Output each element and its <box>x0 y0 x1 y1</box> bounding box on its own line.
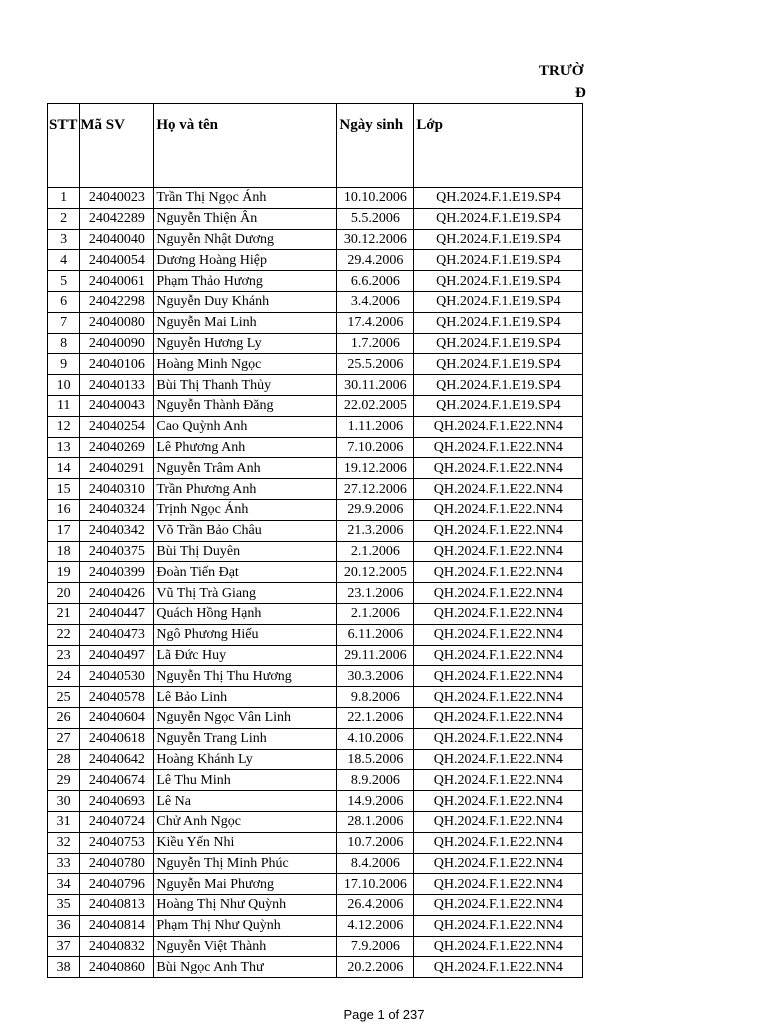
row-full-name: Ngô Phương Hiếu <box>154 624 337 645</box>
row-stt: 2 <box>48 208 80 229</box>
row-class: QH.2024.F.1.E19.SP4 <box>414 229 583 250</box>
row-class: QH.2024.F.1.E22.NN4 <box>414 541 583 562</box>
column-header-class: Lớp <box>414 104 583 188</box>
row-class: QH.2024.F.1.E22.NN4 <box>414 624 583 645</box>
row-birth-date: 30.3.2006 <box>337 666 414 687</box>
row-birth-date: 22.02.2005 <box>337 395 414 416</box>
row-birth-date: 21.3.2006 <box>337 520 414 541</box>
row-student-id: 24040618 <box>80 728 154 749</box>
row-student-id: 24040832 <box>80 936 154 957</box>
student-table <box>47 103 583 978</box>
row-student-id: 24040813 <box>80 895 154 916</box>
table-row <box>48 312 583 333</box>
row-class: QH.2024.F.1.E22.NN4 <box>414 687 583 708</box>
row-student-id: 24042289 <box>80 208 154 229</box>
row-stt: 16 <box>48 499 80 520</box>
row-class: QH.2024.F.1.E19.SP4 <box>414 395 583 416</box>
row-full-name: Nguyễn Hương Ly <box>154 333 337 354</box>
row-birth-date: 2.1.2006 <box>337 603 414 624</box>
row-full-name: Quách Hồng Hạnh <box>154 603 337 624</box>
table-row <box>48 687 583 708</box>
row-birth-date: 30.11.2006 <box>337 375 414 396</box>
column-header-stt: STT <box>48 104 80 188</box>
row-student-id: 24040254 <box>80 416 154 437</box>
row-birth-date: 9.8.2006 <box>337 687 414 708</box>
row-birth-date: 27.12.2006 <box>337 479 414 500</box>
row-birth-date: 26.4.2006 <box>337 895 414 916</box>
table-row <box>48 354 583 375</box>
row-birth-date: 17.4.2006 <box>337 312 414 333</box>
row-stt: 29 <box>48 770 80 791</box>
row-birth-date: 1.7.2006 <box>337 333 414 354</box>
table-body <box>48 188 583 978</box>
row-student-id: 24040106 <box>80 354 154 375</box>
row-student-id: 24040342 <box>80 520 154 541</box>
row-class: QH.2024.F.1.E22.NN4 <box>414 707 583 728</box>
row-student-id: 24040724 <box>80 811 154 832</box>
row-class: QH.2024.F.1.E22.NN4 <box>414 583 583 604</box>
table-row <box>48 479 583 500</box>
table-row <box>48 915 583 936</box>
row-full-name: Hoàng Thị Như Quỳnh <box>154 895 337 916</box>
row-student-id: 24040291 <box>80 458 154 479</box>
row-full-name: Vũ Thị Trà Giang <box>154 583 337 604</box>
row-full-name: Nguyễn Trâm Anh <box>154 458 337 479</box>
row-class: QH.2024.F.1.E22.NN4 <box>414 874 583 895</box>
row-full-name: Bùi Thị Duyên <box>154 541 337 562</box>
row-stt: 4 <box>48 250 80 271</box>
row-class: QH.2024.F.1.E22.NN4 <box>414 520 583 541</box>
row-full-name: Nguyễn Thiện Ân <box>154 208 337 229</box>
table-row <box>48 333 583 354</box>
row-class: QH.2024.F.1.E22.NN4 <box>414 957 583 978</box>
row-birth-date: 5.5.2006 <box>337 208 414 229</box>
row-birth-date: 20.2.2006 <box>337 957 414 978</box>
row-birth-date: 10.10.2006 <box>337 188 414 209</box>
table-row <box>48 811 583 832</box>
row-birth-date: 20.12.2005 <box>337 562 414 583</box>
document-header <box>0 0 586 104</box>
row-full-name: Hoàng Minh Ngọc <box>154 354 337 375</box>
header-title-line1: TRƯỜ <box>539 63 584 79</box>
row-student-id: 24040090 <box>80 333 154 354</box>
row-stt: 36 <box>48 915 80 936</box>
table-row <box>48 583 583 604</box>
table-row <box>48 624 583 645</box>
row-stt: 33 <box>48 853 80 874</box>
row-full-name: Lã Đức Huy <box>154 645 337 666</box>
row-student-id: 24040642 <box>80 749 154 770</box>
row-full-name: Đoàn Tiến Đạt <box>154 562 337 583</box>
table-row <box>48 520 583 541</box>
row-full-name: Nguyễn Việt Thành <box>154 936 337 957</box>
row-class: QH.2024.F.1.E22.NN4 <box>414 666 583 687</box>
row-class: QH.2024.F.1.E19.SP4 <box>414 354 583 375</box>
row-student-id: 24040473 <box>80 624 154 645</box>
row-student-id: 24040814 <box>80 915 154 936</box>
row-student-id: 24040674 <box>80 770 154 791</box>
row-full-name: Võ Trần Bảo Châu <box>154 520 337 541</box>
row-class: QH.2024.F.1.E22.NN4 <box>414 562 583 583</box>
table-row <box>48 874 583 895</box>
row-birth-date: 7.10.2006 <box>337 437 414 458</box>
table-row <box>48 291 583 312</box>
table-row <box>48 188 583 209</box>
row-class: QH.2024.F.1.E22.NN4 <box>414 791 583 812</box>
row-stt: 11 <box>48 395 80 416</box>
row-stt: 17 <box>48 520 80 541</box>
table-row <box>48 395 583 416</box>
table-row <box>48 271 583 292</box>
row-birth-date: 2.1.2006 <box>337 541 414 562</box>
table-row <box>48 208 583 229</box>
row-stt: 19 <box>48 562 80 583</box>
row-stt: 31 <box>48 811 80 832</box>
column-header-student-id: Mã SV <box>80 104 154 188</box>
row-birth-date: 29.11.2006 <box>337 645 414 666</box>
row-stt: 28 <box>48 749 80 770</box>
row-stt: 25 <box>48 687 80 708</box>
row-stt: 27 <box>48 728 80 749</box>
row-birth-date: 6.11.2006 <box>337 624 414 645</box>
row-birth-date: 8.9.2006 <box>337 770 414 791</box>
row-full-name: Dương Hoàng Hiệp <box>154 250 337 271</box>
row-stt: 20 <box>48 583 80 604</box>
row-stt: 6 <box>48 291 80 312</box>
row-class: QH.2024.F.1.E19.SP4 <box>414 291 583 312</box>
row-student-id: 24040604 <box>80 707 154 728</box>
row-birth-date: 8.4.2006 <box>337 853 414 874</box>
row-student-id: 24040530 <box>80 666 154 687</box>
row-student-id: 24040796 <box>80 874 154 895</box>
row-class: QH.2024.F.1.E22.NN4 <box>414 437 583 458</box>
row-class: QH.2024.F.1.E19.SP4 <box>414 312 583 333</box>
row-birth-date: 28.1.2006 <box>337 811 414 832</box>
row-class: QH.2024.F.1.E22.NN4 <box>414 479 583 500</box>
row-stt: 38 <box>48 957 80 978</box>
row-birth-date: 4.12.2006 <box>337 915 414 936</box>
row-student-id: 24040375 <box>80 541 154 562</box>
table-row <box>48 749 583 770</box>
table-row <box>48 936 583 957</box>
row-class: QH.2024.F.1.E22.NN4 <box>414 895 583 916</box>
row-stt: 15 <box>48 479 80 500</box>
row-full-name: Bùi Thị Thanh Thủy <box>154 375 337 396</box>
row-student-id: 24040080 <box>80 312 154 333</box>
row-stt: 22 <box>48 624 80 645</box>
row-student-id: 24040269 <box>80 437 154 458</box>
row-birth-date: 23.1.2006 <box>337 583 414 604</box>
row-student-id: 24040426 <box>80 583 154 604</box>
table-row <box>48 895 583 916</box>
table-row <box>48 770 583 791</box>
row-birth-date: 18.5.2006 <box>337 749 414 770</box>
table-row <box>48 229 583 250</box>
row-birth-date: 1.11.2006 <box>337 416 414 437</box>
row-student-id: 24040310 <box>80 479 154 500</box>
row-stt: 12 <box>48 416 80 437</box>
row-birth-date: 17.10.2006 <box>337 874 414 895</box>
row-student-id: 24040061 <box>80 271 154 292</box>
row-class: QH.2024.F.1.E22.NN4 <box>414 458 583 479</box>
row-stt: 24 <box>48 666 80 687</box>
row-stt: 18 <box>48 541 80 562</box>
row-class: QH.2024.F.1.E22.NN4 <box>414 749 583 770</box>
row-full-name: Bùi Ngọc Anh Thư <box>154 957 337 978</box>
row-class: QH.2024.F.1.E22.NN4 <box>414 832 583 853</box>
row-full-name: Nguyễn Trang Linh <box>154 728 337 749</box>
row-student-id: 24040054 <box>80 250 154 271</box>
row-full-name: Nguyễn Nhật Dương <box>154 229 337 250</box>
row-full-name: Trần Phương Anh <box>154 479 337 500</box>
row-student-id: 24042298 <box>80 291 154 312</box>
row-stt: 9 <box>48 354 80 375</box>
row-student-id: 24040578 <box>80 687 154 708</box>
row-full-name: Trịnh Ngọc Ánh <box>154 499 337 520</box>
row-class: QH.2024.F.1.E22.NN4 <box>414 811 583 832</box>
row-full-name: Hoàng Khánh Ly <box>154 749 337 770</box>
row-class: QH.2024.F.1.E22.NN4 <box>414 770 583 791</box>
row-student-id: 24040023 <box>80 188 154 209</box>
header-title-line2: Đ <box>575 85 586 101</box>
table-row <box>48 437 583 458</box>
row-class: QH.2024.F.1.E19.SP4 <box>414 188 583 209</box>
row-class: QH.2024.F.1.E19.SP4 <box>414 208 583 229</box>
table-row <box>48 707 583 728</box>
row-student-id: 24040324 <box>80 499 154 520</box>
row-class: QH.2024.F.1.E22.NN4 <box>414 853 583 874</box>
row-birth-date: 7.9.2006 <box>337 936 414 957</box>
row-stt: 5 <box>48 271 80 292</box>
row-full-name: Kiều Yến Nhi <box>154 832 337 853</box>
row-birth-date: 10.7.2006 <box>337 832 414 853</box>
row-birth-date: 29.4.2006 <box>337 250 414 271</box>
table-row <box>48 832 583 853</box>
row-class: QH.2024.F.1.E19.SP4 <box>414 271 583 292</box>
row-full-name: Cao Quỳnh Anh <box>154 416 337 437</box>
row-full-name: Nguyễn Duy Khánh <box>154 291 337 312</box>
row-stt: 13 <box>48 437 80 458</box>
row-student-id: 24040043 <box>80 395 154 416</box>
row-full-name: Trần Thị Ngọc Ánh <box>154 188 337 209</box>
row-class: QH.2024.F.1.E22.NN4 <box>414 915 583 936</box>
row-stt: 21 <box>48 603 80 624</box>
page-number: Page 1 of 237 <box>343 1007 425 1022</box>
row-class: QH.2024.F.1.E22.NN4 <box>414 499 583 520</box>
row-stt: 35 <box>48 895 80 916</box>
row-student-id: 24040693 <box>80 791 154 812</box>
row-student-id: 24040860 <box>80 957 154 978</box>
row-birth-date: 25.5.2006 <box>337 354 414 375</box>
row-birth-date: 3.4.2006 <box>337 291 414 312</box>
row-student-id: 24040447 <box>80 603 154 624</box>
row-stt: 32 <box>48 832 80 853</box>
row-stt: 23 <box>48 645 80 666</box>
row-class: QH.2024.F.1.E22.NN4 <box>414 603 583 624</box>
row-class: QH.2024.F.1.E19.SP4 <box>414 250 583 271</box>
table-row <box>48 791 583 812</box>
row-stt: 7 <box>48 312 80 333</box>
row-class: QH.2024.F.1.E19.SP4 <box>414 333 583 354</box>
table-row <box>48 645 583 666</box>
row-stt: 30 <box>48 791 80 812</box>
table-row <box>48 250 583 271</box>
column-header-birth-date: Ngày sinh <box>337 104 414 188</box>
row-student-id: 24040040 <box>80 229 154 250</box>
row-full-name: Nguyễn Mai Linh <box>154 312 337 333</box>
row-birth-date: 30.12.2006 <box>337 229 414 250</box>
table-row <box>48 853 583 874</box>
row-class: QH.2024.F.1.E22.NN4 <box>414 728 583 749</box>
row-student-id: 24040780 <box>80 853 154 874</box>
row-full-name: Nguyễn Mai Phương <box>154 874 337 895</box>
row-class: QH.2024.F.1.E19.SP4 <box>414 375 583 396</box>
table-row <box>48 416 583 437</box>
row-full-name: Chử Anh Ngọc <box>154 811 337 832</box>
row-birth-date: 4.10.2006 <box>337 728 414 749</box>
row-class: QH.2024.F.1.E22.NN4 <box>414 645 583 666</box>
row-birth-date: 6.6.2006 <box>337 271 414 292</box>
row-stt: 37 <box>48 936 80 957</box>
row-full-name: Phạm Thảo Hương <box>154 271 337 292</box>
table-row <box>48 728 583 749</box>
row-student-id: 24040753 <box>80 832 154 853</box>
table-header-row <box>48 104 583 188</box>
row-full-name: Lê Bảo Linh <box>154 687 337 708</box>
row-student-id: 24040497 <box>80 645 154 666</box>
table-row <box>48 562 583 583</box>
row-stt: 26 <box>48 707 80 728</box>
row-stt: 34 <box>48 874 80 895</box>
row-student-id: 24040133 <box>80 375 154 396</box>
row-class: QH.2024.F.1.E22.NN4 <box>414 936 583 957</box>
row-birth-date: 29.9.2006 <box>337 499 414 520</box>
row-birth-date: 14.9.2006 <box>337 791 414 812</box>
row-full-name: Lê Thu Minh <box>154 770 337 791</box>
table-row <box>48 666 583 687</box>
table-row <box>48 541 583 562</box>
table-row <box>48 957 583 978</box>
row-stt: 3 <box>48 229 80 250</box>
column-header-full-name: Họ và tên <box>154 104 337 188</box>
row-stt: 10 <box>48 375 80 396</box>
row-birth-date: 19.12.2006 <box>337 458 414 479</box>
table-row <box>48 499 583 520</box>
row-birth-date: 22.1.2006 <box>337 707 414 728</box>
row-student-id: 24040399 <box>80 562 154 583</box>
table-row <box>48 375 583 396</box>
row-full-name: Lê Na <box>154 791 337 812</box>
row-stt: 8 <box>48 333 80 354</box>
row-stt: 1 <box>48 188 80 209</box>
table-row <box>48 458 583 479</box>
row-full-name: Nguyễn Thị Minh Phúc <box>154 853 337 874</box>
row-full-name: Phạm Thị Như Quỳnh <box>154 915 337 936</box>
row-full-name: Nguyễn Thành Đăng <box>154 395 337 416</box>
table-row <box>48 603 583 624</box>
row-full-name: Lê Phương Anh <box>154 437 337 458</box>
row-full-name: Nguyễn Thị Thu Hương <box>154 666 337 687</box>
row-class: QH.2024.F.1.E22.NN4 <box>414 416 583 437</box>
row-stt: 14 <box>48 458 80 479</box>
row-full-name: Nguyễn Ngọc Vân Linh <box>154 707 337 728</box>
